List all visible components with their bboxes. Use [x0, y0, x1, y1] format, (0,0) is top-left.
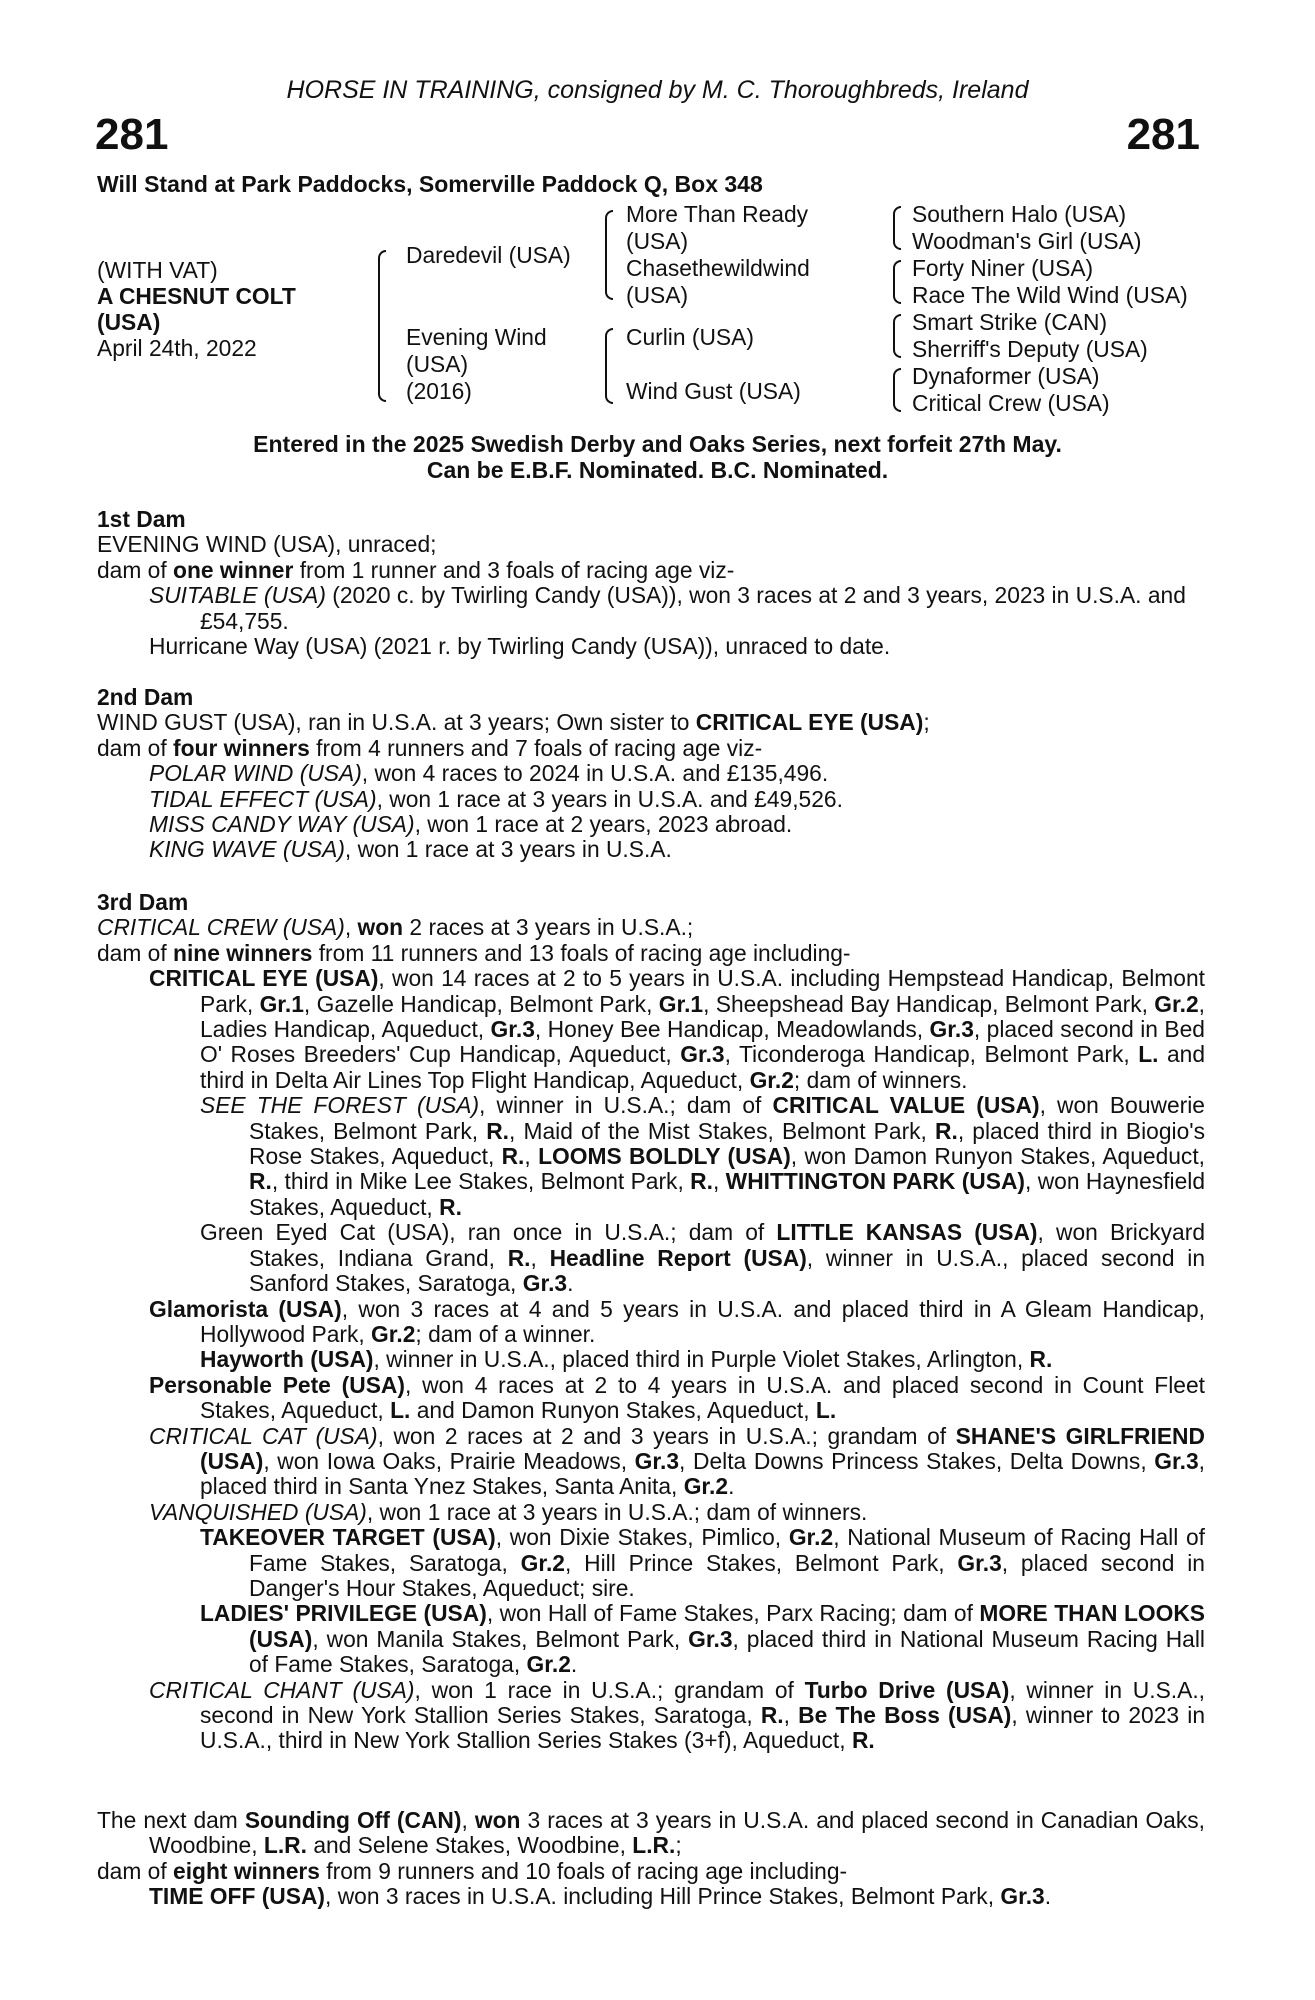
- dam-name-line2: (USA): [406, 351, 469, 377]
- dam-produce-summary: dam of one winner from 1 runner and 3 foals of racing age viz-: [97, 556, 735, 583]
- dam-summary: WIND GUST (USA), ran in U.S.A. at 3 years; Own sister to CRITICAL EYE (USA);: [97, 709, 930, 736]
- gen3-brace-1: [893, 206, 901, 250]
- dam-sire: Curlin (USA): [626, 324, 754, 350]
- produce-entry: VANQUISHED (USA), won 1 race at 3 years in U.S.A.; dam of winners.: [149, 1498, 868, 1525]
- dam-summary: CRITICAL CREW (USA), won 2 races at 3 years in U.S.A.;: [97, 914, 694, 941]
- race-entries: [0, 431, 1315, 483]
- lot-number-left: 281: [95, 110, 169, 159]
- dam-sire-sire: Smart Strike (CAN): [912, 309, 1108, 335]
- sire-dam-line2: (USA): [626, 282, 689, 308]
- produce-entry: LADIES' PRIVILEGE (USA), won Hall of Fame Stakes, Parx Racing; dam of MORE THAN LOOKS (USA), won Manila Stakes, Belmont Park, Gr.3, placed third in National Museum Racing Hall of Fame Stakes, Saratoga, Gr.2.: [200, 1600, 1205, 1678]
- sire-sire-dam: Woodman's Girl (USA): [912, 228, 1142, 254]
- horse-country: (USA): [97, 309, 161, 335]
- dam-parents-brace: [605, 328, 613, 404]
- section-heading: 3rd Dam: [97, 889, 189, 915]
- gen3-brace-3: [893, 314, 901, 358]
- stand-location: Will Stand at Park Paddocks, Somerville Paddock Q, Box 348: [97, 171, 763, 197]
- dam-dam-dam: Critical Crew (USA): [912, 390, 1110, 416]
- produce-entry: POLAR WIND (USA), won 4 races to 2024 in U.S.A. and £135,496.: [149, 760, 829, 787]
- dam-dam: Wind Gust (USA): [626, 378, 801, 404]
- dam-produce-summary: dam of four winners from 4 runners and 7 foals of racing age viz-: [97, 734, 763, 761]
- third-dam-section: [97, 890, 1205, 1754]
- sire-dam-sire: Forty Niner (USA): [912, 255, 1094, 281]
- dam-summary: The next dam Sounding Off (CAN), won 3 races at 3 years in U.S.A. and placed second in Canadian Oaks, Woodbine, L.R. and Selene Stakes, Woodbine, L.R.;: [97, 1807, 1205, 1859]
- pedigree-brace: [378, 250, 386, 402]
- next-dam-section: [97, 1808, 1205, 1910]
- sire-sire-sire: Southern Halo (USA): [912, 201, 1127, 227]
- gen3-brace-4: [893, 368, 901, 412]
- section-heading: 1st Dam: [97, 506, 186, 532]
- second-dam-section: [97, 685, 1205, 863]
- dam-foaled-year: (2016): [406, 378, 472, 404]
- produce-entry: SUITABLE (USA) (2020 c. by Twirling Candy (USA)), won 3 races at 2 and 3 years, 2023 in U.S.A. and £54,755.: [149, 582, 1186, 634]
- produce-entry: CRITICAL EYE (USA), won 14 races at 2 to 5 years in U.S.A. including Hempstead Handicap, Belmont Park, Gr.1, Gazelle Handicap, Belmont Park, Gr.1, Sheepshead Bay Handicap, Belmont Park, Gr.2, Ladies Handicap, Aqueduct, Gr.3, Honey Bee Handicap, Meadowlands, Gr.3, placed second in Bed O' Roses Breeders' Cup Handicap, Aqueduct, Gr.3, Ticonderoga Handicap, Belmont Park, L. and third in Delta Air Lines Top Flight Handicap, Aqueduct, Gr.2; dam of winners.: [149, 965, 1206, 1093]
- produce-entry: CRITICAL CHANT (USA), won 1 race in U.S.A.; grandam of Turbo Drive (USA), winner in U.S.A., second in New York Stallion Series Stakes, Saratoga, R., Be The Boss (USA), winner to 2023 in U.S.A., third in New York Stallion Series Stakes (3+f), Aqueduct, R.: [149, 1676, 1206, 1754]
- sire-sire-line1: More Than Ready: [626, 201, 809, 227]
- sire-parents-brace: [605, 210, 613, 300]
- horse-name: A CHESNUT COLT: [97, 283, 296, 309]
- produce-entry: SEE THE FOREST (USA), winner in U.S.A.; dam of CRITICAL VALUE (USA), won Bouwerie Stakes, Belmont Park, R., Maid of the Mist Stakes, Belmont Park, R., placed third in Biogio's Rose Stakes, Aqueduct, R., LOOMS BOLDLY (USA), won Damon Runyon Stakes, Aqueduct, R., third in Mike Lee Stakes, Belmont Park, R., WHITTINGTON PARK (USA), won Haynesfield Stakes, Aqueduct, R.: [200, 1092, 1206, 1220]
- dam-name-line1: Evening Wind: [406, 324, 547, 350]
- produce-entry: MISS CANDY WAY (USA), won 1 race at 2 years, 2023 abroad.: [149, 811, 793, 838]
- produce-entry: Glamorista (USA), won 3 races at 4 and 5 years in U.S.A. and placed third in A Gleam Handicap, Hollywood Park, Gr.2; dam of a winner.: [149, 1295, 1205, 1347]
- produce-entry: CRITICAL CAT (USA), won 2 races at 2 and 3 years in U.S.A.; grandam of SHANE'S GIRLFRIEND (USA), won Iowa Oaks, Prairie Meadows, Gr.3, Delta Downs Princess Stakes, Delta Downs, Gr.3, placed third in Santa Ynez Stakes, Santa Anita, Gr.2.: [149, 1422, 1205, 1500]
- produce-entry: Hayworth (USA), winner in U.S.A., placed third in Purple Violet Stakes, Arlington, R.: [200, 1346, 1053, 1373]
- gen3-brace-2: [893, 260, 901, 304]
- dam-summary: EVENING WIND (USA), unraced;: [97, 531, 437, 558]
- produce-entry: TIDAL EFFECT (USA), won 1 race at 3 years in U.S.A. and £49,526.: [149, 785, 843, 812]
- produce-entry: Personable Pete (USA), won 4 races at 2 to 4 years in U.S.A. and placed second in Count Fleet Stakes, Aqueduct, L. and Damon Runyon Stakes, Aqueduct, L.: [149, 1371, 1205, 1424]
- produce-entry: Green Eyed Cat (USA), ran once in U.S.A.; dam of LITTLE KANSAS (USA), won Brickyard Stakes, Indiana Grand, R., Headline Report (USA), winner in U.S.A., placed second in Sanford Stakes, Saratoga, Gr.3.: [200, 1219, 1205, 1297]
- foaling-date: April 24th, 2022: [97, 335, 257, 361]
- consignor-line: HORSE IN TRAINING, consigned by M. C. Thoroughbreds, Ireland: [286, 76, 1029, 104]
- sire-dam-line1: Chasethewildwind: [626, 255, 810, 281]
- dam-produce-summary: dam of nine winners from 11 runners and 13 foals of racing age including-: [97, 939, 851, 966]
- produce-entry: TIME OFF (USA), won 3 races in U.S.A. including Hill Prince Stakes, Belmont Park, Gr.3.: [149, 1883, 1052, 1910]
- sire-sire-line2: (USA): [626, 228, 689, 254]
- vat-note: (WITH VAT): [97, 257, 218, 283]
- first-dam-section: [97, 507, 1205, 659]
- dam-sire-dam: Sherriff's Deputy (USA): [912, 336, 1148, 362]
- sire-name: Daredevil (USA): [406, 242, 571, 268]
- horse-identity: [97, 257, 296, 361]
- lot-number-right: 281: [1126, 110, 1200, 159]
- entries-line2: Can be E.B.F. Nominated. B.C. Nominated.: [426, 457, 889, 483]
- dam-dam-sire: Dynaformer (USA): [912, 363, 1100, 389]
- produce-entry: KING WAVE (USA), won 1 race at 3 years in U.S.A.: [149, 836, 672, 863]
- dam-produce-summary: dam of eight winners from 9 runners and 10 foals of racing age including-: [97, 1857, 848, 1884]
- produce-entry: Hurricane Way (USA) (2021 r. by Twirling Candy (USA)), unraced to date.: [149, 633, 891, 660]
- sire-dam-dam: Race The Wild Wind (USA): [912, 282, 1188, 308]
- produce-entry: TAKEOVER TARGET (USA), won Dixie Stakes, Pimlico, Gr.2, National Museum of Racing Hall of Fame Stakes, Saratoga, Gr.2, Hill Prince Stakes, Belmont Park, Gr.3, placed second in Danger's Hour Stakes, Aqueduct; sire.: [200, 1524, 1205, 1601]
- entries-line1: Entered in the 2025 Swedish Derby and Oaks Series, next forfeit 27th May.: [253, 431, 1062, 457]
- section-heading: 2nd Dam: [97, 684, 194, 710]
